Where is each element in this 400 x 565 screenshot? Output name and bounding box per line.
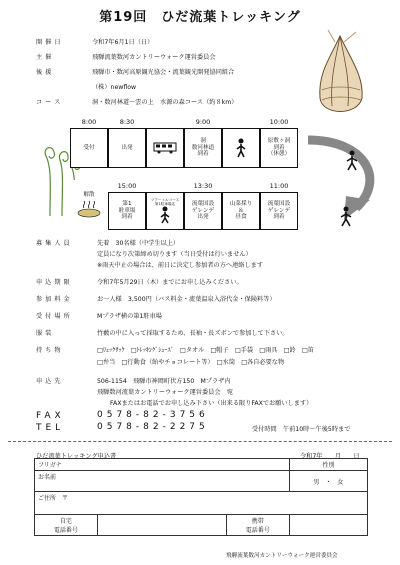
schedule-step-lunch: 山菜採り ＆ 昼食 [222, 192, 260, 230]
form-date: 令和7年 月 日 [300, 453, 360, 460]
schedule-time: 10:00 [269, 118, 289, 126]
schedule-step-depart: 出発 [108, 128, 146, 168]
info-value: 令和7年6月1日（日） [92, 39, 154, 46]
detail-label: 申込期限 [36, 279, 73, 286]
mobile-phone-field[interactable] [289, 515, 367, 536]
walker-icon [338, 206, 354, 228]
detail-line: □ﾘｭｯｸｻｯｸ □ﾄﾚｯｷﾝｸﾞｼｭｰｽﾞ □タオル □帽子 □手袋 □雨具 □鈴 □笛 [97, 347, 314, 354]
detail-label: 受付場所 [36, 313, 73, 320]
schedule-time: 9:00 [195, 118, 211, 126]
schedule-step-tour [146, 192, 184, 230]
schedule-step-dismiss [70, 180, 108, 230]
detail-label: 募集人員 [36, 240, 73, 247]
info-value: 飛騨流葉数河カントリーウォーク運営委員会 [92, 54, 216, 61]
info-value: （株）newflow [92, 84, 137, 91]
schedule-step-arrive-parking: 第1 駐車場 到着 [108, 192, 146, 230]
tel-label: TEL [36, 423, 65, 433]
info-label: コース [36, 99, 64, 106]
form-title: ひだ流葉トレッキング申込書 [36, 453, 117, 460]
detail-line: FAXまたはお電話でお申し込み下さい（出来る限りFAXでお願いします） [110, 400, 313, 407]
schedule-step-dismiss-label: 解散 [83, 191, 95, 198]
furigana-field[interactable]: フリガナ [35, 459, 290, 471]
schedule-step-arrive-slope: 流葉国設 ゲレンデ 到着 [260, 192, 298, 230]
walker-icon [344, 150, 360, 172]
schedule-time: 8:30 [119, 118, 135, 126]
tel-number: 0578-82-2275 [97, 422, 209, 432]
detail-line: ※雨天中止の場合は、前日に決定し参加者の方へ連絡します [97, 262, 264, 269]
home-phone-field[interactable] [97, 515, 226, 536]
schedule-time: 11:00 [269, 182, 289, 190]
name-field[interactable]: お名前 [35, 471, 290, 492]
detail-line: □弁当 □行動食（飴やチョコレート等） □水筒 □各自必要な物 [97, 359, 285, 366]
form-footer: 飛騨流葉数河カントリーウォーク運営委員会 [226, 553, 338, 559]
reception-hours: 受付時間 午前10時〜午後5時まで [252, 426, 351, 433]
walker-icon [222, 128, 260, 168]
fax-label: FAX [36, 411, 65, 421]
detail-label: 服装 [36, 330, 55, 337]
info-value: 洞・数河林道〜雲の上 水源の森コース（約８km） [92, 99, 238, 106]
schedule-step-reception: 受付 [70, 128, 108, 168]
bamboo-shoot-icon [300, 28, 380, 123]
info-label: 主催 [36, 54, 55, 61]
info-label: 後援 [36, 69, 55, 76]
info-value: 飛騨市・数河高原観光協会・流葉観光開発協同組合 [92, 69, 235, 76]
page-title: 第19回 ひだ流葉トレッキング [99, 10, 301, 25]
detail-line: 飛騨数河流葉カントリーウォーク運営委員会 宛 [97, 389, 233, 396]
detail-line: 先着 30名様（中学生以上） [97, 240, 180, 247]
cut-line [8, 441, 392, 442]
detail-line: お一人様 3,500円（バス料金・流葉温泉入浴代金・保険料等） [97, 296, 276, 303]
info-label: 開催日 [36, 39, 64, 46]
schedule-step-arrive-road: 洞 数河林道 到着 [184, 128, 222, 168]
hot-spring-icon [76, 198, 102, 218]
schedule-step-arrive-rest: 原敷ヶ洞 到着 （休憩） [260, 128, 298, 168]
schedule-time: 13:30 [193, 182, 213, 190]
home-phone-label: 自宅 電話番号 [35, 515, 98, 536]
detail-label: 参加料金 [36, 296, 73, 303]
schedule-diagram [70, 118, 312, 231]
detail-line: 竹藪の中に入って採取するため、長袖・長ズボンで参加して下さい。 [97, 330, 289, 337]
gender-label: 性別 [289, 459, 367, 471]
detail-line: 506-1154 飛騨市神岡町伏方150 Mプラザ内 [97, 378, 231, 385]
gender-field[interactable]: 男 ・ 女 [289, 471, 367, 492]
schedule-time: 8:00 [81, 118, 97, 126]
schedule-step-tour-label: ツアートルコース 第1駐車場迄 [150, 197, 180, 206]
detail-line: 定員になり次第締め切ります（当日受付は行いません） [97, 251, 252, 258]
detail-line: Mプラザ横の第1駐車場 [97, 313, 162, 320]
walker-icon [158, 206, 172, 224]
schedule-step-depart-slope: 流葉国設 ゲレンデ 出発 [184, 192, 222, 230]
fax-number: 0578-82-3756 [97, 410, 209, 420]
bus-icon [146, 128, 184, 168]
mobile-phone-label: 携帯 電話番号 [226, 515, 289, 536]
address-field[interactable]: ご住所 〒 [35, 492, 368, 515]
schedule-time: 15:00 [117, 182, 137, 190]
application-form [34, 458, 368, 536]
detail-label: 申込先 [36, 378, 64, 385]
detail-label: 持ち物 [36, 347, 64, 354]
detail-line: 令和7年5月29日（木）までにお申し込みください。 [97, 279, 243, 286]
